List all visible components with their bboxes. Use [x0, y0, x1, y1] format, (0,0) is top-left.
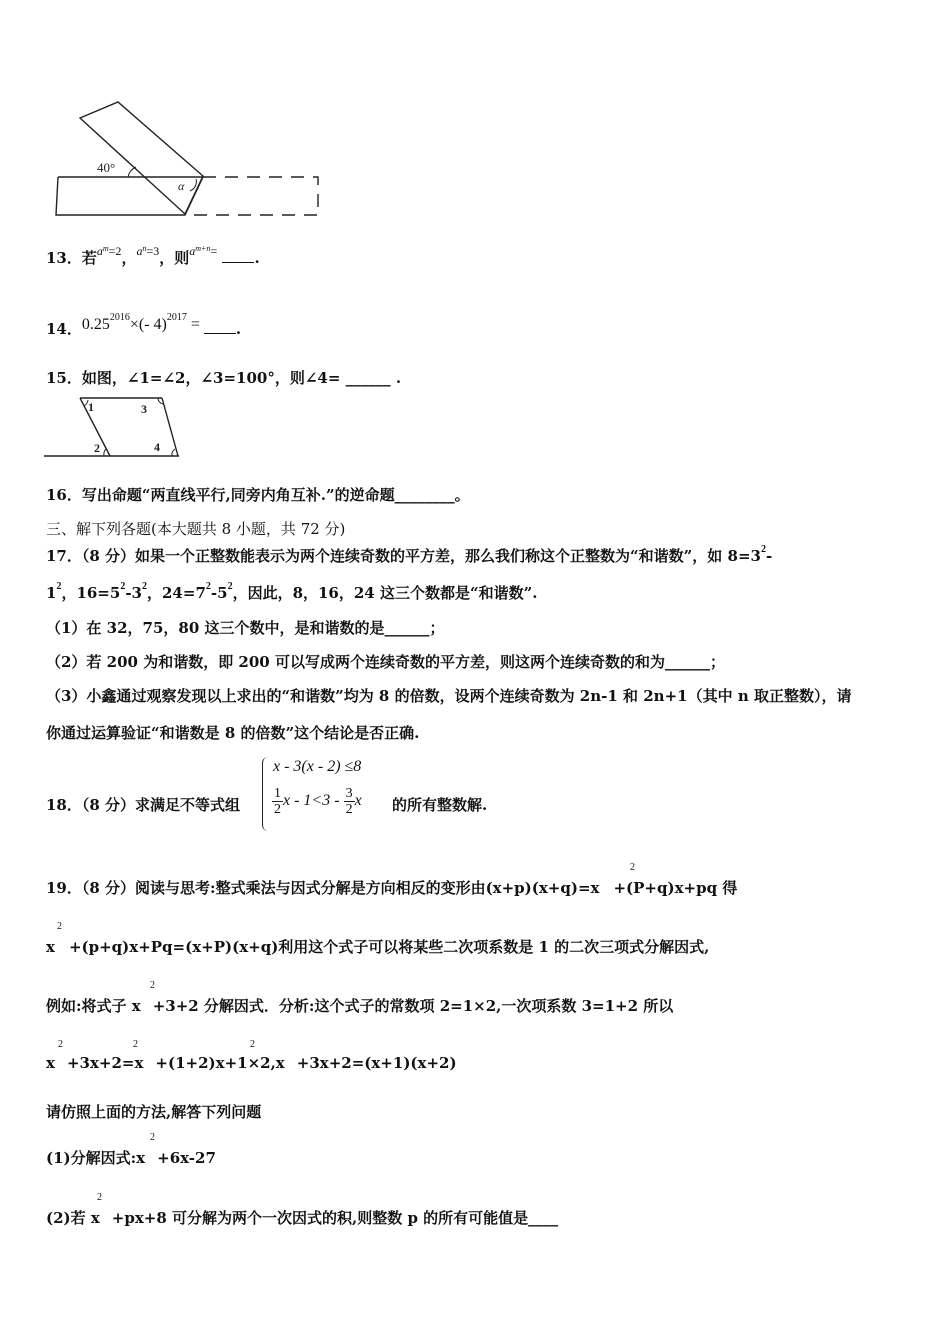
q19-l1-b: +(P+q)x+pq 得: [613, 879, 738, 897]
q13-num: 13．若: [46, 249, 97, 267]
q19-l4-b: +3x+2=x: [66, 1054, 144, 1072]
q14-base1: 0.25: [81, 316, 110, 333]
q13-e2-base: a: [136, 244, 143, 258]
q17-line2: [46, 582, 537, 603]
q19-sq-4a: 2: [58, 1039, 63, 1050]
q18-frac2: [344, 786, 355, 817]
q19-line3: [46, 995, 673, 1016]
q18-post: 的所有整数解.: [392, 796, 488, 814]
angle-3-label: 3: [141, 402, 147, 416]
q19-l3-a: 例如:将式子 x: [46, 997, 141, 1015]
angle-40-label: 40°: [97, 160, 116, 175]
q13-e2-rest: =3: [146, 244, 160, 258]
q17-part-3a: （3）小鑫通过观察发现以上求出的“和谐数”均为 8 的倍数，设两个连续奇数为 2n-1 和 2n+1（其中 n 取正整数），请: [46, 687, 852, 705]
q17-line1-sup: 2: [760, 544, 766, 555]
q19-part-1: [46, 1147, 216, 1168]
q18-pre: 18．（8 分）求满足不等式组: [46, 796, 241, 814]
q13-answer-blank[interactable]: [222, 248, 254, 263]
angle-alpha-label: α: [178, 179, 185, 193]
q19-sq-2: 2: [57, 921, 62, 932]
q19-line5: 请仿照上面的方法,解答下列问题: [46, 1103, 262, 1121]
q17-line1: [46, 545, 772, 566]
q14-end: .: [235, 320, 242, 338]
angle-1-label: 1: [88, 400, 94, 414]
q17-line2-d: ，24=7: [147, 584, 206, 602]
q13-e1-base: a: [96, 244, 103, 258]
q18-ineq1: x - 3(x - 2) ≤8: [273, 758, 362, 775]
q14-eq: =: [186, 316, 204, 333]
figure-folded-strip: [50, 95, 330, 220]
q17-part-1: （1）在 32，75，80 这三个数中，是和谐数的是______；: [46, 619, 445, 637]
q13-e1-rest: =2: [108, 244, 122, 258]
q13-end: .: [254, 249, 260, 267]
q13-e3-exp: m+n: [195, 244, 211, 253]
q19-p1-a: (1)分解因式:x: [46, 1149, 146, 1167]
question-16: 16．写出命题“两直线平行,同旁内角互补.”的逆命题________。: [46, 486, 470, 504]
q18-ineq2-end: x: [354, 792, 362, 810]
q19-l1-a: 19．（8 分）阅读与思考:整式乘法与因式分解是方向相反的变形由(x+p)(x+q)=x: [46, 879, 600, 897]
q19-p1-b: +6x-27: [157, 1149, 216, 1167]
q18-system-brace: [262, 757, 271, 831]
q19-l4-c: +(1+2)x+1×2,x: [155, 1054, 285, 1072]
question-14: [46, 312, 242, 339]
q17-line2-s2: 2: [120, 581, 126, 592]
q18-f2-den: 2: [345, 802, 353, 817]
q19-part-2: [46, 1207, 558, 1228]
q17-line2-s3: 2: [142, 581, 147, 592]
q17-part-3b: 你通过运算验证“和谐数是 8 的倍数”这个结论是否正确.: [46, 724, 420, 742]
q13-sep1: ，: [121, 249, 137, 267]
q19-l2-a: x: [46, 938, 55, 956]
q14-exp1: 2016: [109, 312, 130, 323]
section-3-heading: 三、解下列各题(本大题共 8 小题，共 72 分): [46, 520, 346, 538]
q13-e3-base: a: [189, 244, 196, 258]
q17-line1-a: 17．（8 分）如果一个正整数能表示为两个连续奇数的平方差，那么我们称这个正整数为“和谐数”，如 8=3: [46, 547, 761, 565]
q17-line2-e: -5: [210, 584, 228, 602]
q18-f1-num: 1: [274, 786, 281, 801]
q17-line2-a: 1: [46, 584, 57, 602]
q19-p2-b: +px+8 可分解为两个一次因式的积,则整数 p 的所有可能值是____: [111, 1209, 559, 1227]
q17-line2-f: ，因此，8，16，24 这三个数都是“和谐数”.: [232, 584, 538, 602]
q17-line2-c: -3: [125, 584, 142, 602]
q14-answer-blank[interactable]: [204, 319, 236, 334]
q18-f1-den: 2: [274, 802, 281, 817]
q17-line2-s1: 2: [56, 581, 62, 592]
q19-line2: [46, 936, 709, 957]
q19-sq-3: 2: [150, 980, 155, 991]
q19-sq-4b: 2: [133, 1039, 138, 1050]
q19-l4-a: x: [46, 1054, 55, 1072]
q18-f2-num: 3: [345, 786, 353, 801]
q14-times: ×(- 4): [129, 316, 167, 333]
question-13: [46, 244, 260, 268]
q18-frac1: [272, 786, 283, 817]
q19-l3-b: +3+2 分解因式．分析:这个式子的常数项 2=1×2,一次项系数 3=1+2 所以: [152, 997, 674, 1015]
q14-exp2: 2017: [166, 312, 187, 323]
q17-line2-s4: 2: [205, 581, 211, 592]
question-15: 15．如图，∠1=∠2，∠3=100°，则∠4= ______ .: [46, 369, 402, 387]
q17-line2-s5: 2: [227, 581, 233, 592]
q18-ineq2-mid: x - 1<3 -: [283, 792, 340, 810]
q18-ineq2: [272, 786, 362, 817]
q19-sq-6: 2: [97, 1192, 102, 1203]
figure-parallelogram: [44, 394, 194, 460]
q19-sq-1: 2: [630, 862, 635, 873]
angle-2-label: 2: [94, 441, 100, 455]
q13-e1-exp: m: [102, 244, 109, 253]
q19-line1: [46, 877, 737, 898]
q17-line1-b: -: [765, 547, 773, 565]
angle-4-label: 4: [154, 440, 160, 454]
q17-part-2: （2）若 200 为和谐数，即 200 可以写成两个连续奇数的平方差，则这两个连续奇数的和为______；: [46, 653, 725, 671]
q17-line2-b: ，16=5: [61, 584, 121, 602]
q13-sep2: ，则: [159, 249, 190, 267]
q13-e3-rest: =: [210, 244, 218, 258]
q19-sq-5: 2: [150, 1132, 155, 1143]
q19-l4-d: +3x+2=(x+1)(x+2): [296, 1054, 457, 1072]
q19-p2-a: (2)若 x: [46, 1209, 100, 1227]
q19-line4: [46, 1054, 457, 1072]
q19-l2-b: +(p+q)x+Pq=(x+P)(x+q)利用这个式子可以将某些二次项系数是 1 的二次三项式分解因式,: [68, 938, 710, 956]
q14-num: 14．: [46, 320, 82, 338]
q19-sq-4c: 2: [250, 1039, 255, 1050]
q13-e2-exp: n: [142, 244, 147, 253]
